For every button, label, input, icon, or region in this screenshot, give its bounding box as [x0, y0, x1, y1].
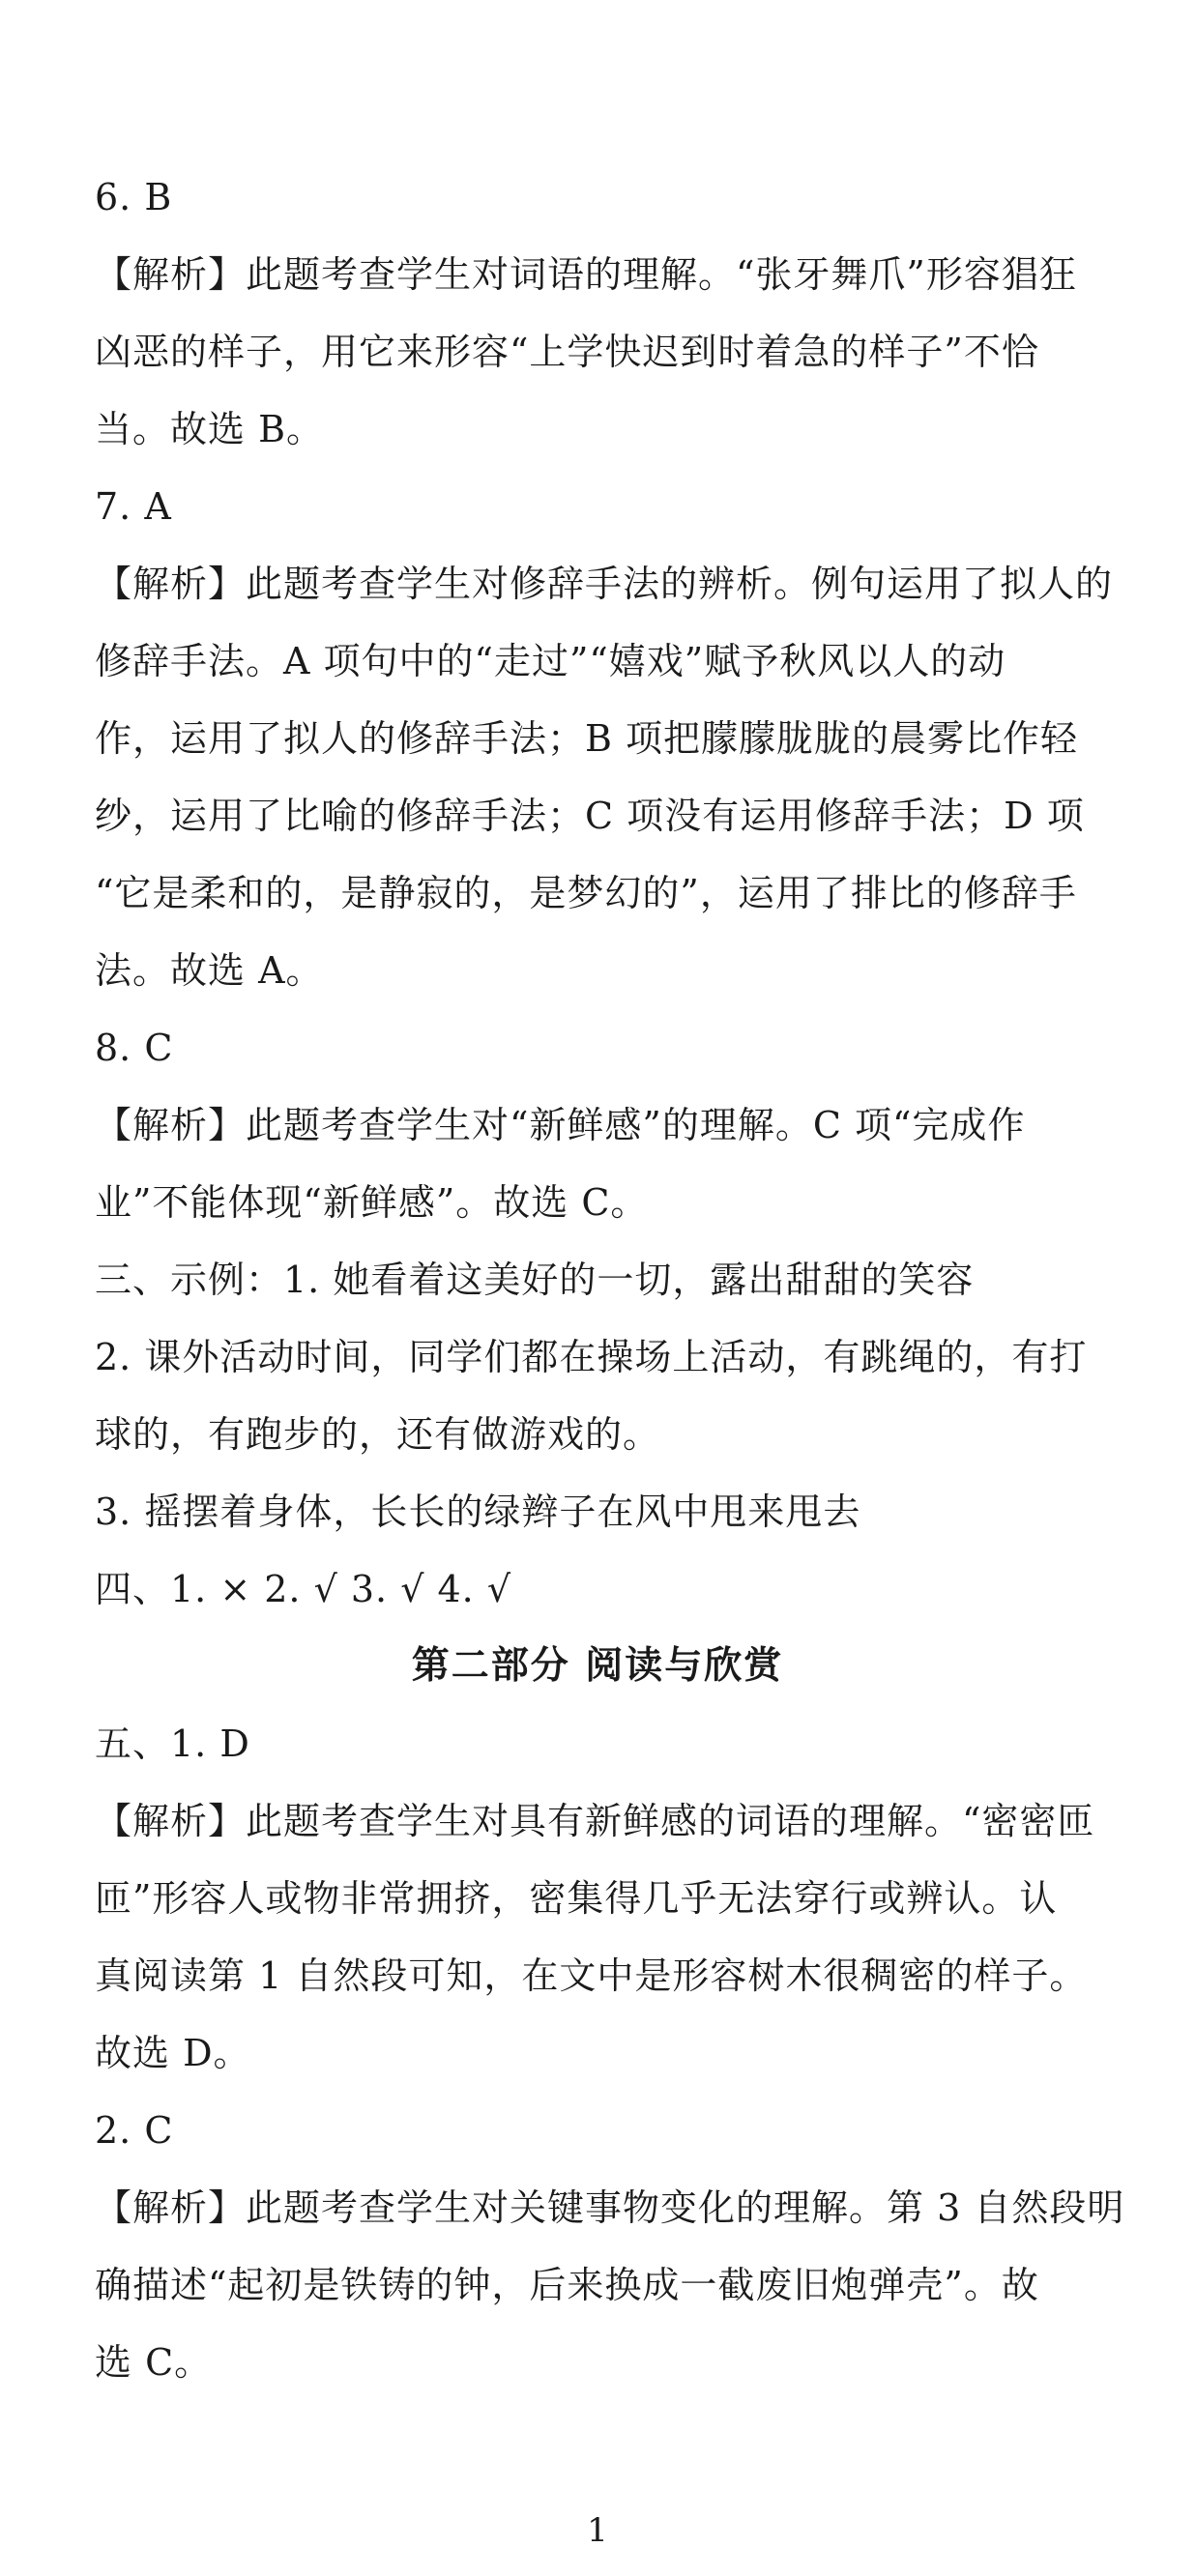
section-3-example-2-line-2: 球的，有跑步的，还有做游戏的。 [95, 1413, 661, 1456]
analysis-8-line-1: 【解析】此题考查学生对“新鲜感”的理解。C 项“完成作 [95, 1104, 1026, 1146]
analysis-7-line-6: 法。故选 A。 [95, 949, 324, 992]
analysis-5-1-line-3: 真阅读第 1 自然段可知，在文中是形容树木很稠密的样子。 [95, 1954, 1088, 1997]
section-3-example-3: 3. 摇摆着身体，长长的绿辫子在风中甩来甩去 [95, 1491, 861, 1533]
analysis-6-line-2: 凶恶的样子，用它来形容“上学快迟到时着急的样子”不恰 [95, 331, 1039, 373]
section-3-example-2-line-1: 2. 课外活动时间，同学们都在操场上活动，有跳绳的，有打 [95, 1336, 1088, 1378]
section-4-answers: 四、1. × 2. √ 3. √ 4. √ [95, 1568, 512, 1610]
analysis-7-line-2: 修辞手法。A 项句中的“走过”“嬉戏”赋予秋风以人的动 [95, 640, 1006, 682]
answer-8: 8. C [95, 1027, 174, 1069]
analysis-7-line-5: “它是柔和的，是静寂的，是梦幻的”，运用了排比的修辞手 [95, 872, 1077, 914]
analysis-5-2-line-2: 确描述“起初是铁铸的钟，后来换成一截废旧炮弹壳”。故 [95, 2264, 1039, 2306]
analysis-5-2-line-1: 【解析】此题考查学生对关键事物变化的理解。第 3 自然段明 [95, 2186, 1125, 2229]
answer-5-1: 五、1. D [95, 1722, 250, 1765]
analysis-7-line-3: 作，运用了拟人的修辞手法；B 项把朦朦胧胧的晨雾比作轻 [95, 717, 1079, 760]
answer-5-2: 2. C [95, 2109, 174, 2152]
section-title: 第二部分 阅读与欣赏 [411, 1644, 784, 1688]
analysis-6-line-1: 【解析】此题考查学生对词语的理解。“张牙舞爪”形容猖狂 [95, 253, 1077, 296]
page-number: 1 [587, 2511, 608, 2550]
analysis-5-1-line-1: 【解析】此题考查学生对具有新鲜感的词语的理解。“密密匝 [95, 1800, 1095, 1842]
analysis-5-2-line-3: 选 C。 [95, 2341, 213, 2384]
analysis-5-1-line-4: 故选 D。 [95, 2032, 251, 2074]
section-3-example-1: 三、示例：1. 她看着这美好的一切，露出甜甜的笑容 [95, 1259, 975, 1301]
analysis-8-line-2: 业”不能体现“新鲜感”。故选 C。 [95, 1181, 649, 1224]
analysis-5-1-line-2: 匝”形容人或物非常拥挤，密集得几乎无法穿行或辨认。认 [95, 1877, 1058, 1920]
analysis-6-line-3: 当。故选 B。 [95, 408, 325, 450]
answer-6: 6. B [95, 176, 173, 218]
answer-7: 7. A [95, 485, 172, 528]
analysis-7-line-4: 纱，运用了比喻的修辞手法；C 项没有运用修辞手法；D 项 [95, 795, 1085, 837]
analysis-7-line-1: 【解析】此题考查学生对修辞手法的辨析。例句运用了拟人的 [95, 563, 1114, 605]
